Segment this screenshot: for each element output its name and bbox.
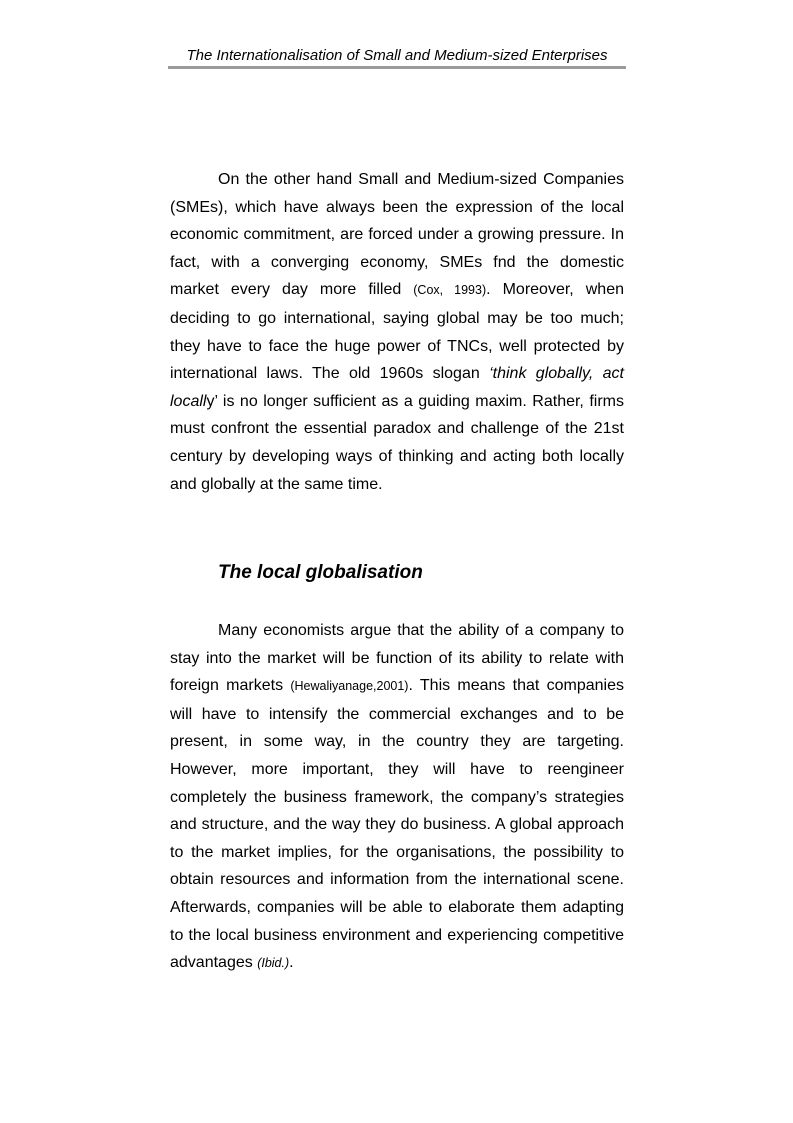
paragraph-text: On the other hand Small and Medium-sized Companies (SMEs), which have always been the expression of the local economic commitment, are forced under a growing pressure. In fact, with a converging economy, SMEs fnd the domestic market every day more filled [170, 171, 624, 299]
paragraph-text: Many economists argue that the ability of a company to stay into the market will be function of its ability to relate with foreign markets [170, 622, 624, 695]
paragraph-text: . This means that companies will have to intensify the commercial exchanges and to be present, in some way, in the country they are targeting. However, more important, they will have to reengineer completely the business framework, the company’s strategies and structure, and the way they do business. A global approach to the market implies, for the organisations, the possibility to obtain resources and information from the international scene. Afterwards, companies will be able to elaborate them adapting to the local business environment and experiencing competitive advantages [170, 677, 624, 972]
paragraph-text: is no longer sufficient as a guiding maxim. Rather, firms must confront the essential paradox and challenge of the 21st century by developing ways of thinking and acting both locally and globally at the same time. [170, 392, 624, 493]
paragraph-local-globalisation [170, 617, 624, 978]
citation-cox: (Cox, 1993) [413, 283, 487, 298]
paragraph-smes [170, 166, 624, 498]
header-rule [168, 66, 626, 69]
section-heading: The local globalisation [218, 562, 423, 583]
slogan-quote-end: y’ [206, 392, 218, 410]
paragraph-text: . [289, 954, 294, 972]
citation-hewaliyanage: (Hewaliyanage,2001) [290, 679, 409, 694]
slogan-quote: ‘think globally, act locall [170, 365, 624, 410]
citation-ibid: (Ibid.) [257, 956, 290, 971]
paragraph-text: . Moreover, when deciding to go international, saying global may be too much; they have to face the huge power of TNCs, well protected by international laws. The old 1960s slogan [170, 281, 625, 383]
running-header: The Internationalisation of Small and Medium-sized Enterprises [186, 47, 608, 64]
